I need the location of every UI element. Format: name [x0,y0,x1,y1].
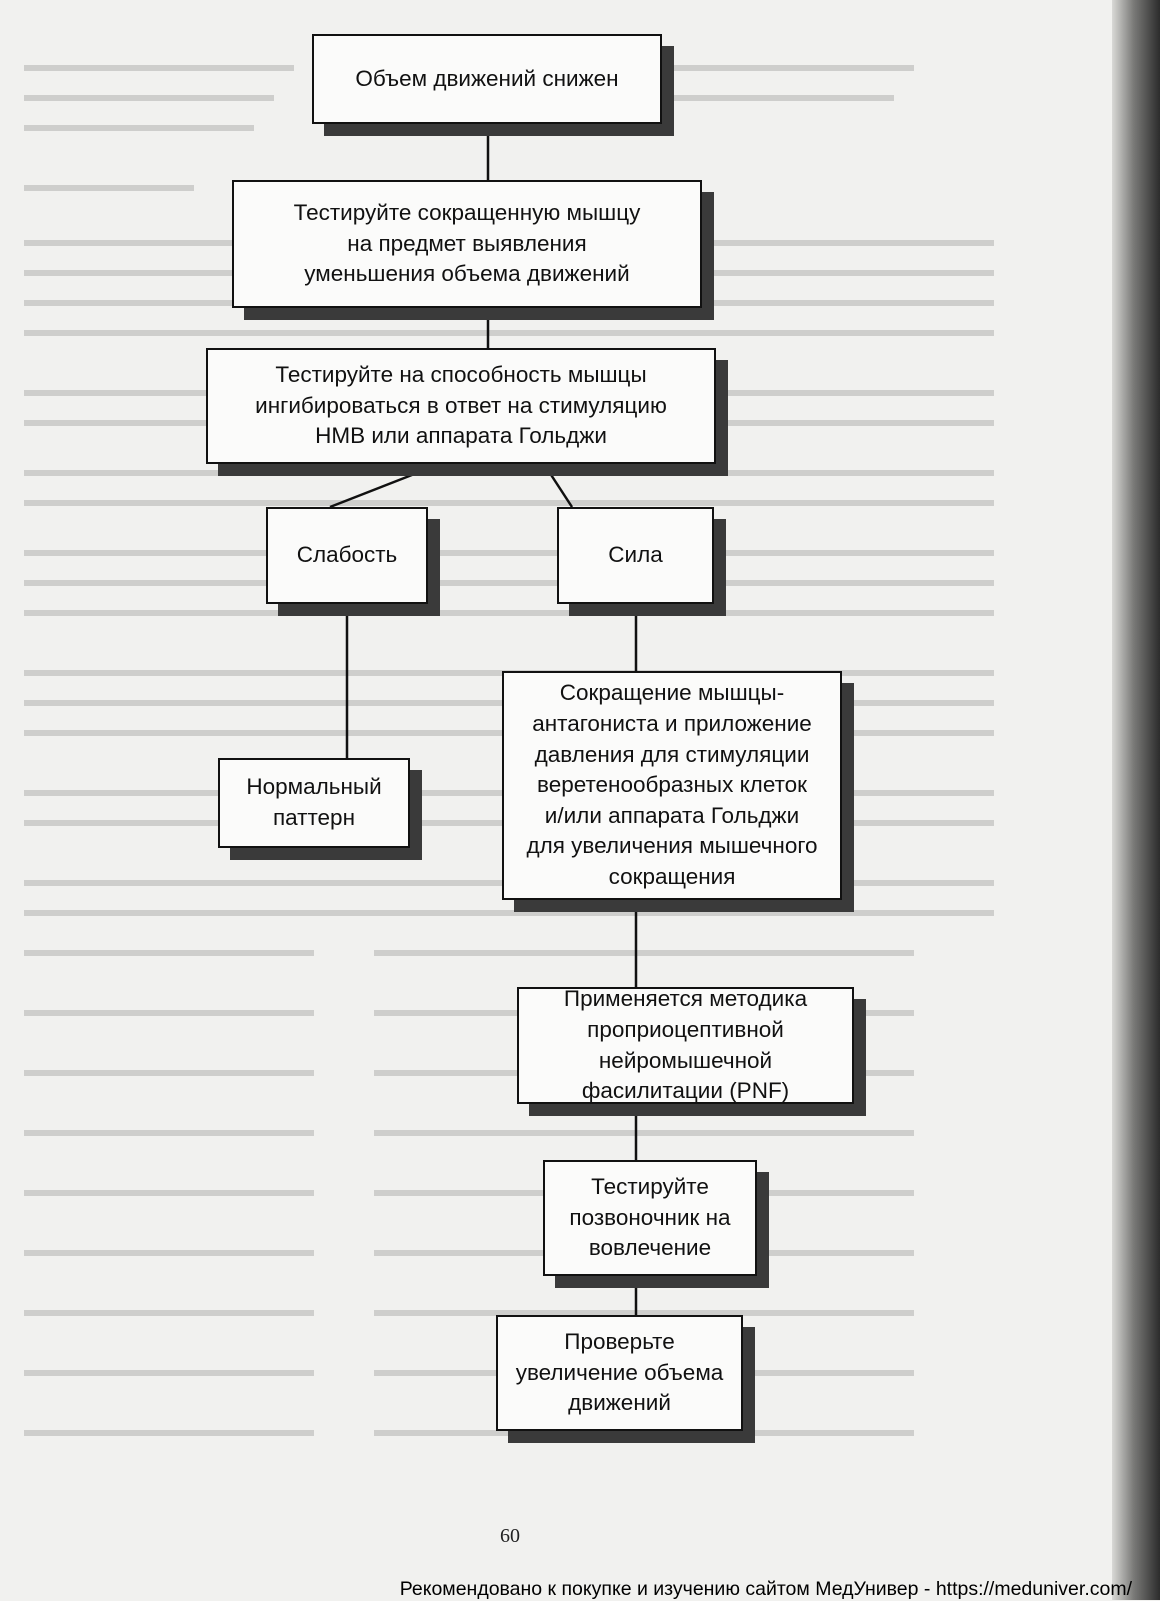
step-antagonist-contraction-label: Сокращение мышцы- антагониста и приложение давления для стимуляции веретенообразных клеток и/или аппарата Гольджи для увеличения мышечного сокращения [526,680,818,889]
step-test-inhibition [206,348,716,464]
step-test-spine-label: Тестируйте позвоночник на вовлечение [569,1174,731,1261]
step-normal-pattern-label: Нормальный паттерн [246,774,382,830]
footer-recommendation: Рекомендовано к покупке и изучению сайтом МедУнивер - https://meduniver.com/ [399,1578,1132,1600]
step-check-rom-increase [496,1315,743,1431]
step-rom-reduced [312,34,662,124]
step-test-spine [543,1160,757,1276]
step-rom-reduced-label: Объем движений снижен [355,65,619,91]
connector-3-strength [544,464,572,507]
step-pnf-method-label: Применяется методика проприоцептивной нейромышечной фасилитации (PNF) [563,986,808,1104]
branch-weakness-label: Слабость [296,542,398,568]
step-test-inhibition-label: Тестируйте на способность мышцы ингибироваться в ответ на стимуляцию НМВ или аппарата Гольджи [255,362,667,449]
connector-3-weakness [330,464,440,507]
step-test-shortened-muscle-label: Тестируйте сокращенную мышцу на предмет выявления уменьшения объема движений [293,200,641,287]
step-test-shortened-muscle [232,180,702,308]
step-pnf-method [517,987,854,1104]
branch-weakness [266,507,428,604]
branch-strength-label: Сила [608,542,663,568]
step-normal-pattern [218,758,410,848]
step-antagonist-contraction [502,671,842,900]
branch-strength [557,507,714,604]
step-check-rom-increase-label: Проверьте увеличение объема движений [515,1329,724,1416]
page-number: 60 [500,1525,520,1547]
